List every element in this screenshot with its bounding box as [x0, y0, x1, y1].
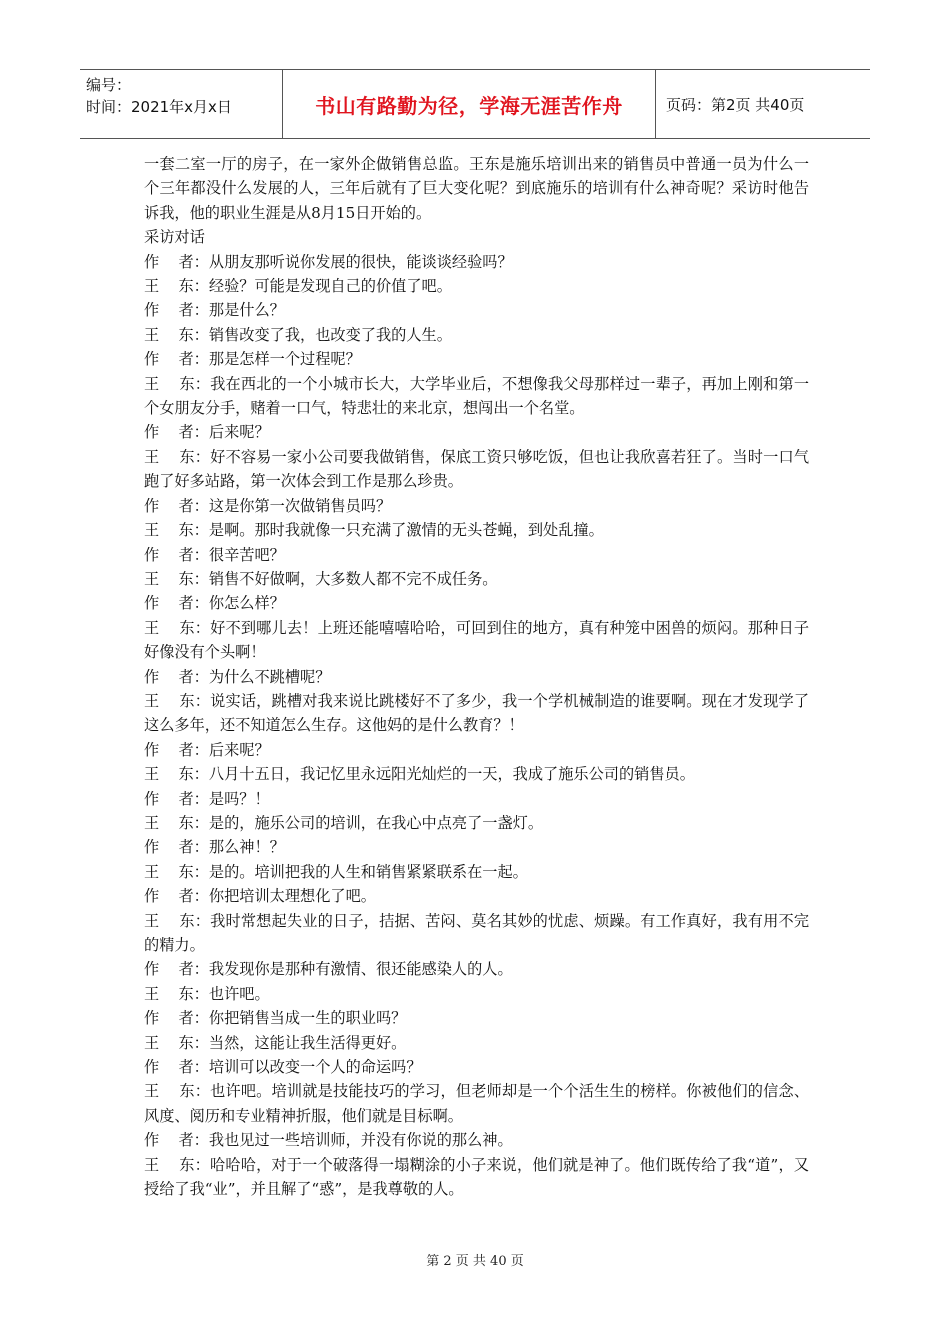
page-label: 页码：第2页 共40页 — [666, 95, 805, 114]
dialogue-text: 我发现你是那种有激情、很还能感染人的人。 — [208, 960, 513, 979]
dialogue-text: 你怎么样？ — [208, 594, 285, 613]
dialogue-text: 是的。培训把我的人生和销售紧紧联系在一起。 — [208, 862, 528, 881]
speaker-label: 作 者： — [144, 545, 209, 564]
speaker-label: 作 者： — [144, 1058, 209, 1077]
speaker-label: 王 东： — [144, 862, 209, 881]
dialogue-text: 后来呢？ — [208, 423, 270, 442]
speaker-label: 王 东： — [144, 521, 209, 540]
section-title: 采访对话 — [144, 228, 205, 247]
page-footer — [0, 1250, 950, 1269]
speaker-label: 作 者： — [144, 301, 209, 320]
speaker-label: 王 东： — [144, 374, 211, 393]
dialogue-text: 说实话，跳槽对我来说比跳楼好不了多少，我一个学机械制造的谁要啊。现在才发现学了这么多年，还不知道怎么生存。这他妈的是什么教育？！ — [144, 691, 810, 735]
dialogue-text: 你把培训太理想化了吧。 — [208, 887, 376, 906]
speaker-label: 王 东： — [144, 325, 209, 344]
dialogue-text: 也许吧。培训就是技能技巧的学习，但老师却是一个个活生生的榜样。你被他们的信念、风度、阅历和专业精神折服，他们就是目标啊。 — [144, 1082, 810, 1125]
dialogue-line — [144, 1153, 809, 1202]
speaker-label: 作 者： — [144, 496, 209, 515]
dialogue-line — [144, 323, 809, 347]
dialogue-line — [144, 567, 809, 591]
dialogue-text: 你把销售当成一生的职业吗？ — [208, 1009, 407, 1028]
dialogue-text: 好不容易一家小公司要我做销售，保底工资只够吃饭，但也让我欣喜若狂了。当时一口气跑了好多站路，第一次体会到工作是那么珍贵。 — [144, 447, 810, 491]
speaker-label: 作 者： — [144, 423, 209, 442]
speaker-label: 王 东： — [144, 691, 211, 710]
speaker-label: 王 东： — [144, 813, 209, 832]
speaker-label: 作 者： — [144, 887, 209, 906]
dialogue-line — [144, 616, 809, 665]
dialogue-line — [144, 298, 809, 322]
dialogue-text: 也许吧。 — [208, 984, 270, 1003]
time-label: 时间：2021年x月x日 — [86, 98, 232, 116]
dialogue-line — [144, 250, 809, 274]
footer-page-number: 第 2 页 共 40 页 — [426, 1254, 524, 1269]
dialogue-text: 销售不好做啊，大多数人都不完不成任务。 — [208, 569, 498, 588]
speaker-label: 作 者： — [144, 960, 209, 979]
dialogue-text: 后来呢？ — [208, 740, 270, 759]
speaker-label: 作 者： — [144, 838, 209, 857]
dialogue-line — [144, 1031, 809, 1055]
dialogue-line — [144, 420, 809, 444]
dialogue-line — [144, 543, 809, 567]
dialogue-line — [144, 860, 809, 884]
dialogue-line — [144, 518, 809, 542]
speaker-label: 王 东： — [144, 765, 209, 784]
dialogue-line — [144, 591, 809, 615]
dialogue-text: 那么神！？ — [208, 838, 285, 857]
dialogue-line — [144, 811, 809, 835]
speaker-label: 作 者： — [144, 789, 209, 808]
dialogue-line — [144, 957, 809, 981]
dialogue-text: 我也见过一些培训师，并没有你说的那么神。 — [208, 1131, 513, 1150]
dialogue-line — [144, 665, 809, 689]
dialogue-line — [144, 372, 809, 421]
dialogue-text: 那是怎样一个过程呢？ — [208, 350, 361, 369]
dialogue-line — [144, 982, 809, 1006]
dialogue-line — [144, 738, 809, 762]
speaker-label: 王 东： — [144, 1033, 209, 1052]
dialogue-text: 很辛苦吧？ — [208, 545, 285, 564]
dialogue-text: 经验？可能是发现自己的价值了吧。 — [208, 277, 452, 296]
speaker-label: 王 东： — [144, 618, 211, 637]
document-body — [144, 152, 809, 1201]
speaker-label: 王 东： — [144, 1155, 211, 1174]
dialogue-line — [144, 835, 809, 859]
speaker-label: 作 者： — [144, 594, 209, 613]
dialogue-text: 那是什么？ — [208, 301, 285, 320]
header-page — [656, 70, 870, 138]
intro-paragraph: 一套二室一厅的房子，在一家外企做销售总监。王东是施乐培训出来的销售员中普通一员为什么一个三年都没什么发展的人，三年后就有了巨大变化呢？到底施乐的培训有什么神奇呢？采访时他告诉我，他的职业生涯是从8月15日开始的。 — [144, 155, 809, 222]
dialogue-line — [144, 1006, 809, 1030]
speaker-label: 王 东： — [144, 984, 209, 1003]
document-header — [80, 69, 870, 139]
dialogue-line — [144, 909, 809, 958]
speaker-label: 王 东： — [144, 569, 209, 588]
speaker-label: 作 者： — [144, 740, 209, 759]
dialogue-line — [144, 347, 809, 371]
speaker-label: 王 东： — [144, 447, 211, 466]
dialogue-text: 这是你第一次做销售员吗？ — [208, 496, 392, 515]
header-meta — [80, 70, 283, 138]
dialogue-text: 哈哈哈，对于一个破落得一塌糊涂的小子来说，他们就是神了。他们既传给了我“道”，又授给了我“业”，并且解了“惑”，是我尊敬的人。 — [144, 1155, 810, 1199]
dialogue-text: 八月十五日，我记忆里永远阳光灿烂的一天，我成了施乐公司的销售员。 — [208, 765, 695, 784]
speaker-label: 作 者： — [144, 252, 209, 271]
speaker-label: 作 者： — [144, 1131, 209, 1150]
dialogue-line — [144, 274, 809, 298]
header-motto — [283, 70, 656, 138]
dialogue-text: 培训可以改变一个人的命运吗？ — [208, 1058, 422, 1077]
dialogue-text: 为什么不跳槽呢？ — [208, 667, 331, 686]
number-label: 编号： — [86, 76, 132, 94]
dialogue-line — [144, 762, 809, 786]
dialogue-line — [144, 1079, 809, 1128]
dialogue-text: 销售改变了我，也改变了我的人生。 — [208, 325, 452, 344]
dialogue-line — [144, 1055, 809, 1079]
speaker-label: 作 者： — [144, 350, 209, 369]
dialogue-line — [144, 689, 809, 738]
speaker-label: 王 东： — [144, 911, 211, 930]
dialogue-text: 好不到哪儿去！上班还能嘻嘻哈哈，可回到住的地方，真有种笼中困兽的烦闷。那种日子好像没有个头啊！ — [144, 618, 810, 662]
dialogue-text: 是吗？！ — [208, 789, 270, 808]
dialogue-line — [144, 787, 809, 811]
speaker-label: 王 东： — [144, 1082, 211, 1101]
dialogue-line — [144, 445, 809, 494]
dialogue-line — [144, 494, 809, 518]
speaker-label: 作 者： — [144, 1009, 209, 1028]
dialogue-line — [144, 1128, 809, 1152]
speaker-label: 作 者： — [144, 667, 209, 686]
speaker-label: 王 东： — [144, 277, 209, 296]
dialogue-text: 是啊。那时我就像一只充满了激情的无头苍蝇，到处乱撞。 — [208, 521, 604, 540]
dialogue-line — [144, 884, 809, 908]
dialogue-text: 我时常想起失业的日子，拮据、苦闷、莫名其妙的忧虑、烦躁。有工作真好，我有用不完的精力。 — [144, 911, 810, 954]
motto-text: 书山有路勤为径，学海无涯苦作舟 — [315, 93, 623, 118]
dialogue-text: 是的，施乐公司的培训，在我心中点亮了一盏灯。 — [208, 813, 543, 832]
dialogue-text: 从朋友那听说你发展的很快，能谈谈经验吗？ — [208, 252, 513, 271]
dialogue-text: 我在西北的一个小城市长大，大学毕业后，不想像我父母那样过一辈子，再加上刚和第一个女朋友分手，赌着一口气，特悲壮的来北京，想闯出一个名堂。 — [144, 374, 810, 418]
dialogue-list — [144, 250, 809, 1202]
dialogue-text: 当然，这能让我生活得更好。 — [208, 1033, 407, 1052]
